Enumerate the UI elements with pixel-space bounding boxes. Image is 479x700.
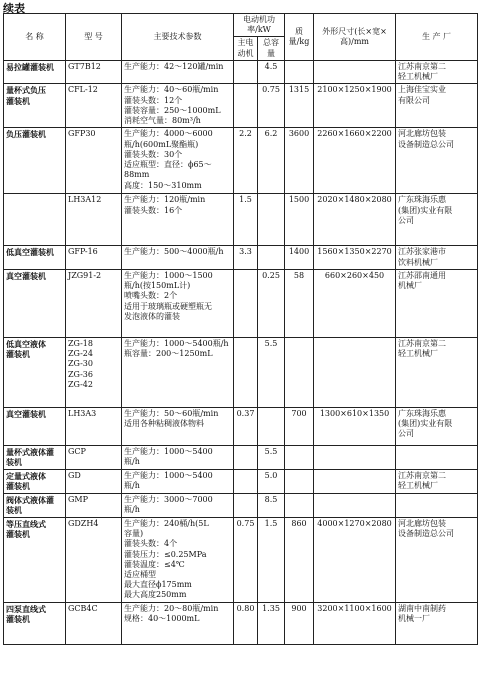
name-cell-line: 定量式液体 (6, 470, 46, 481)
dims-cell: 3200×1100×1600 (314, 602, 396, 644)
params-cell-line: 生产能力：500～4000瓶/h (124, 247, 224, 257)
maker-cell-line: 河北廊坊包装 (398, 129, 447, 139)
maker-cell-line: 机械厂 (398, 281, 423, 291)
name-cell-line: 量杯式液体灌 (6, 446, 54, 457)
model-cell (66, 60, 122, 83)
maker-cell (396, 194, 478, 246)
power-total-cell: 5.5 (258, 445, 285, 469)
mass-cell: 1500 (285, 194, 314, 246)
model-cell (66, 337, 122, 407)
model-cell-line: GFP30 (68, 129, 96, 139)
params-cell (122, 246, 234, 269)
name-cell-line: 真空灌装机 (6, 270, 46, 281)
params-cell-line: 消耗空气量：80m³/h (124, 116, 201, 126)
maker-cell (396, 493, 478, 517)
name-cell-line: 灌装机 (6, 613, 30, 624)
maker-cell-line: 广东珠海乐惠 (398, 408, 447, 418)
name-cell (4, 407, 66, 445)
maker-cell-line: 广东珠海乐惠 (398, 195, 447, 205)
dims-cell: 1560×1350×2270 (314, 246, 396, 269)
maker-cell-line: (集团)实业有限 (398, 205, 453, 215)
power-total-cell: 1.5 (258, 517, 285, 602)
maker-cell (396, 602, 478, 644)
name-cell (4, 602, 66, 644)
model-cell-line: GDZH4 (68, 518, 99, 528)
header-maker: 生 产 厂 (396, 14, 478, 61)
mass-cell (285, 445, 314, 469)
mass-cell (285, 493, 314, 517)
maker-cell-line: 江苏南京第二 (398, 338, 447, 348)
params-cell (122, 469, 234, 493)
name-cell (4, 269, 66, 337)
maker-cell-line: 公司 (398, 429, 415, 439)
params-cell-line: 灌装头数：4个 (124, 539, 178, 549)
mass-cell: 1400 (285, 246, 314, 269)
name-cell (4, 445, 66, 469)
dims-cell: 660×260×450 (314, 269, 396, 337)
name-cell (4, 128, 66, 194)
maker-cell-line: 饮料机械厂 (398, 257, 439, 267)
params-cell (122, 407, 234, 445)
model-cell-line: ZG-24 (68, 349, 93, 359)
params-cell (122, 84, 234, 128)
power-total-cell (258, 194, 285, 246)
power-total-cell: 5.5 (258, 337, 285, 407)
params-cell-line: 最大直径ϕ175mm (124, 580, 192, 590)
header-params: 主要技术参数 (122, 14, 234, 61)
model-cell-line: JZG91-2 (68, 270, 102, 280)
maker-cell (396, 60, 478, 83)
maker-cell-line: 设备制造总公司 (398, 139, 455, 149)
params-cell-line: 灌装压力：≤0.25MPa (124, 549, 207, 559)
name-cell-line: 低真空灌装机 (6, 247, 54, 258)
power-main-cell: 0.75 (234, 517, 258, 602)
name-cell-line: 装机 (6, 457, 22, 468)
params-cell-line: 适用于玻璃瓶或硬塑瓶无 (124, 301, 212, 311)
table-row (4, 493, 478, 517)
model-cell-line: GCP (68, 446, 86, 456)
maker-cell-line: 设备制造总公司 (398, 529, 455, 539)
name-cell (4, 60, 66, 83)
model-cell-line: ZG-18 (68, 338, 93, 348)
dims-cell (314, 469, 396, 493)
params-cell-line: 88mm (124, 170, 150, 180)
name-cell (4, 246, 66, 269)
name-cell-line: 负压灌装机 (6, 129, 46, 140)
power-total-cell: 4.5 (258, 60, 285, 83)
power-main-cell (234, 445, 258, 469)
mass-cell (285, 60, 314, 83)
power-main-cell: 3.3 (234, 246, 258, 269)
maker-cell (396, 246, 478, 269)
params-cell-line: 适应瓶型：直径：ϕ65～ (124, 160, 212, 170)
dims-cell: 2100×1250×1900 (314, 84, 396, 128)
name-cell-line: 灌装机 (6, 95, 30, 106)
maker-cell-line: 江苏张家港市 (398, 247, 447, 257)
power-total-cell (258, 246, 285, 269)
params-cell-line: 生产能力：20～80瓶/min (124, 603, 219, 613)
maker-cell (396, 517, 478, 602)
maker-cell (396, 269, 478, 337)
params-cell (122, 194, 234, 246)
name-cell (4, 337, 66, 407)
model-cell-line: CFL-12 (68, 85, 98, 95)
params-cell-line: 灌装温度：≤4℃ (124, 559, 185, 569)
dims-cell: 4000×1270×2080 (314, 517, 396, 602)
mass-cell: 1315 (285, 84, 314, 128)
table-row (4, 337, 478, 407)
dims-cell: 1300×610×1350 (314, 407, 396, 445)
name-cell (4, 493, 66, 517)
params-cell-line: 容量) (124, 529, 144, 539)
mass-cell: 700 (285, 407, 314, 445)
params-cell-line: 生产能力：40～60瓶/min (124, 85, 219, 95)
power-total-cell: 6.2 (258, 128, 285, 194)
maker-cell-line: 轻工机械厂 (398, 349, 439, 359)
header-mass: 质量/kg (285, 14, 314, 61)
mass-cell: 900 (285, 602, 314, 644)
header-model: 型 号 (66, 14, 122, 61)
params-cell-line: 生产能力：1000～5400 (124, 470, 213, 480)
power-main-cell (234, 469, 258, 493)
model-cell (66, 469, 122, 493)
power-main-cell (234, 337, 258, 407)
model-cell (66, 84, 122, 128)
model-cell-line: LH3A3 (68, 408, 97, 418)
mass-cell (285, 337, 314, 407)
params-cell-line: 生产能力：1000～5400 (124, 446, 213, 456)
maker-cell-line: 公司 (398, 215, 415, 225)
header-power-main: 主电动机 (234, 37, 258, 60)
model-cell-line: ZG-36 (68, 369, 93, 379)
continued-label: 续表 (3, 2, 25, 15)
header-power-total: 总容量 (258, 37, 285, 60)
table-row (4, 517, 478, 602)
params-cell-line: 瓶/h (124, 481, 140, 491)
name-cell (4, 469, 66, 493)
header-name: 名 称 (4, 14, 66, 61)
name-cell (4, 84, 66, 128)
name-cell-line: 易拉罐灌装机 (6, 61, 54, 72)
power-total-cell: 0.25 (258, 269, 285, 337)
params-cell (122, 602, 234, 644)
table-row (4, 128, 478, 194)
dims-cell: 2020×1480×2080 (314, 194, 396, 246)
name-cell-line: 四泵直线式 (6, 603, 46, 614)
params-cell-line: 瓶/h (124, 505, 140, 515)
params-cell-line: 瓶/h(600mL聚酯瓶) (124, 139, 199, 149)
params-cell (122, 60, 234, 83)
power-total-cell (258, 407, 285, 445)
equipment-table (3, 13, 478, 645)
model-cell (66, 517, 122, 602)
header-dims: 外形尺寸(长×宽×高)/mm (314, 14, 396, 61)
params-cell-line: 生产能力：3000～7000 (124, 494, 213, 504)
maker-cell-line: 上海佳宝实业 (398, 85, 447, 95)
model-cell (66, 493, 122, 517)
maker-cell-line: 轻工机械厂 (398, 481, 439, 491)
dims-cell (314, 493, 396, 517)
model-cell-line: GFP-16 (68, 247, 98, 257)
params-cell (122, 493, 234, 517)
maker-cell (396, 445, 478, 469)
name-cell-line: 灌装机 (6, 481, 30, 492)
table-row (4, 269, 478, 337)
power-main-cell (234, 269, 258, 337)
params-cell-line: 瓶容量：200～1250mL (124, 349, 213, 359)
table-row (4, 407, 478, 445)
name-cell-line: 量杯式负压 (6, 85, 46, 96)
name-cell (4, 517, 66, 602)
maker-cell (396, 128, 478, 194)
model-cell (66, 194, 122, 246)
maker-cell-line: 江苏南京第二 (398, 61, 447, 71)
maker-cell-line: 江苏南京第二 (398, 470, 447, 480)
params-cell (122, 517, 234, 602)
model-cell (66, 269, 122, 337)
dims-cell: 2260×1660×2200 (314, 128, 396, 194)
model-cell-line: ZG-30 (68, 359, 93, 369)
name-cell-line: 低真空液体 (6, 338, 46, 349)
model-cell (66, 407, 122, 445)
dims-cell (314, 60, 396, 83)
maker-cell-line: 江苏邵南通用 (398, 270, 447, 280)
name-cell-line: 阀体式液体灌 (6, 494, 54, 505)
model-cell-line: ZG-42 (68, 379, 93, 389)
params-cell-line: 生产能力：240桶/h(5L (124, 518, 209, 528)
power-main-cell: 2.2 (234, 128, 258, 194)
params-cell-line: 瓶/h (124, 457, 140, 467)
params-cell-line: 灌装头数：30个 (124, 149, 183, 159)
params-cell-line: 瓶/h(按150mL计) (124, 281, 191, 291)
power-main-cell: 0.37 (234, 407, 258, 445)
maker-cell-line: 机械一厂 (398, 613, 431, 623)
model-cell-line: GD (68, 470, 81, 480)
power-total-cell: 5.0 (258, 469, 285, 493)
maker-cell-line: 有限公司 (398, 95, 431, 105)
maker-cell-line: 湖南中南制药 (398, 603, 447, 613)
params-cell-line: 最大高度250mm (124, 590, 187, 600)
params-cell-line: 生产能力：1000～1500 (124, 270, 213, 280)
params-cell (122, 445, 234, 469)
mass-cell: 860 (285, 517, 314, 602)
model-cell-line: LH3A12 (68, 195, 102, 205)
table-row (4, 84, 478, 128)
table-row (4, 194, 478, 246)
maker-cell-line: (集团)实业有限 (398, 419, 453, 429)
model-cell-line: GT7B12 (68, 61, 101, 71)
maker-cell-line: 轻工机械厂 (398, 72, 439, 82)
params-cell-line: 灌装头数：12个 (124, 95, 183, 105)
model-cell (66, 445, 122, 469)
dims-cell (314, 445, 396, 469)
params-cell-line: 生产能力：50～60瓶/min (124, 408, 219, 418)
mass-cell (285, 469, 314, 493)
dims-cell (314, 337, 396, 407)
params-cell-line: 生产能力：42～120罐/min (124, 61, 224, 71)
maker-cell (396, 337, 478, 407)
power-total-cell: 1.35 (258, 602, 285, 644)
model-cell-line: GCB4C (68, 603, 98, 613)
maker-cell-line: 河北廊坊包装 (398, 518, 447, 528)
table-row (4, 469, 478, 493)
power-main-cell (234, 84, 258, 128)
name-cell-line: 灌装机 (6, 349, 30, 360)
power-main-cell (234, 60, 258, 83)
power-main-cell: 1.5 (234, 194, 258, 246)
params-cell-line: 生产能力：4000～6000 (124, 129, 213, 139)
power-main-cell: 0.80 (234, 602, 258, 644)
name-cell-line: 装机 (6, 505, 22, 516)
model-cell (66, 602, 122, 644)
params-cell (122, 269, 234, 337)
power-total-cell: 0.75 (258, 84, 285, 128)
name-cell-line: 等压直线式 (6, 518, 46, 529)
mass-cell: 3600 (285, 128, 314, 194)
power-total-cell: 8.5 (258, 493, 285, 517)
header-power: 电动机功率/kW (234, 14, 285, 37)
power-main-cell (234, 493, 258, 517)
params-cell (122, 337, 234, 407)
params-cell-line: 生产能力：1000～5400瓶/h (124, 338, 229, 348)
table-row (4, 445, 478, 469)
mass-cell: 58 (285, 269, 314, 337)
params-cell-line: 灌装容量：250～1000mL (124, 105, 221, 115)
model-cell-line: GMP (68, 494, 88, 504)
model-cell (66, 246, 122, 269)
params-cell-line: 适用各种粘稠液体物料 (124, 419, 204, 429)
name-cell-line: 真空灌装机 (6, 408, 46, 419)
name-cell (4, 194, 66, 246)
params-cell-line: 规格：40～1000mL (124, 613, 200, 623)
maker-cell (396, 407, 478, 445)
params-cell-line: 适应桶型 (124, 569, 156, 579)
table-row (4, 60, 478, 83)
model-cell (66, 128, 122, 194)
name-cell-line: 灌装机 (6, 529, 30, 540)
params-cell (122, 128, 234, 194)
params-cell-line: 灌装头数：16个 (124, 205, 183, 215)
maker-cell (396, 84, 478, 128)
table-row (4, 246, 478, 269)
params-cell-line: 喷嘴头数：2个 (124, 291, 178, 301)
table-row (4, 602, 478, 644)
maker-cell (396, 469, 478, 493)
params-cell-line: 生产能力：120瓶/min (124, 195, 206, 205)
params-cell-line: 高度：150～310mm (124, 180, 202, 190)
params-cell-line: 发泡液体的灌装 (124, 311, 180, 321)
